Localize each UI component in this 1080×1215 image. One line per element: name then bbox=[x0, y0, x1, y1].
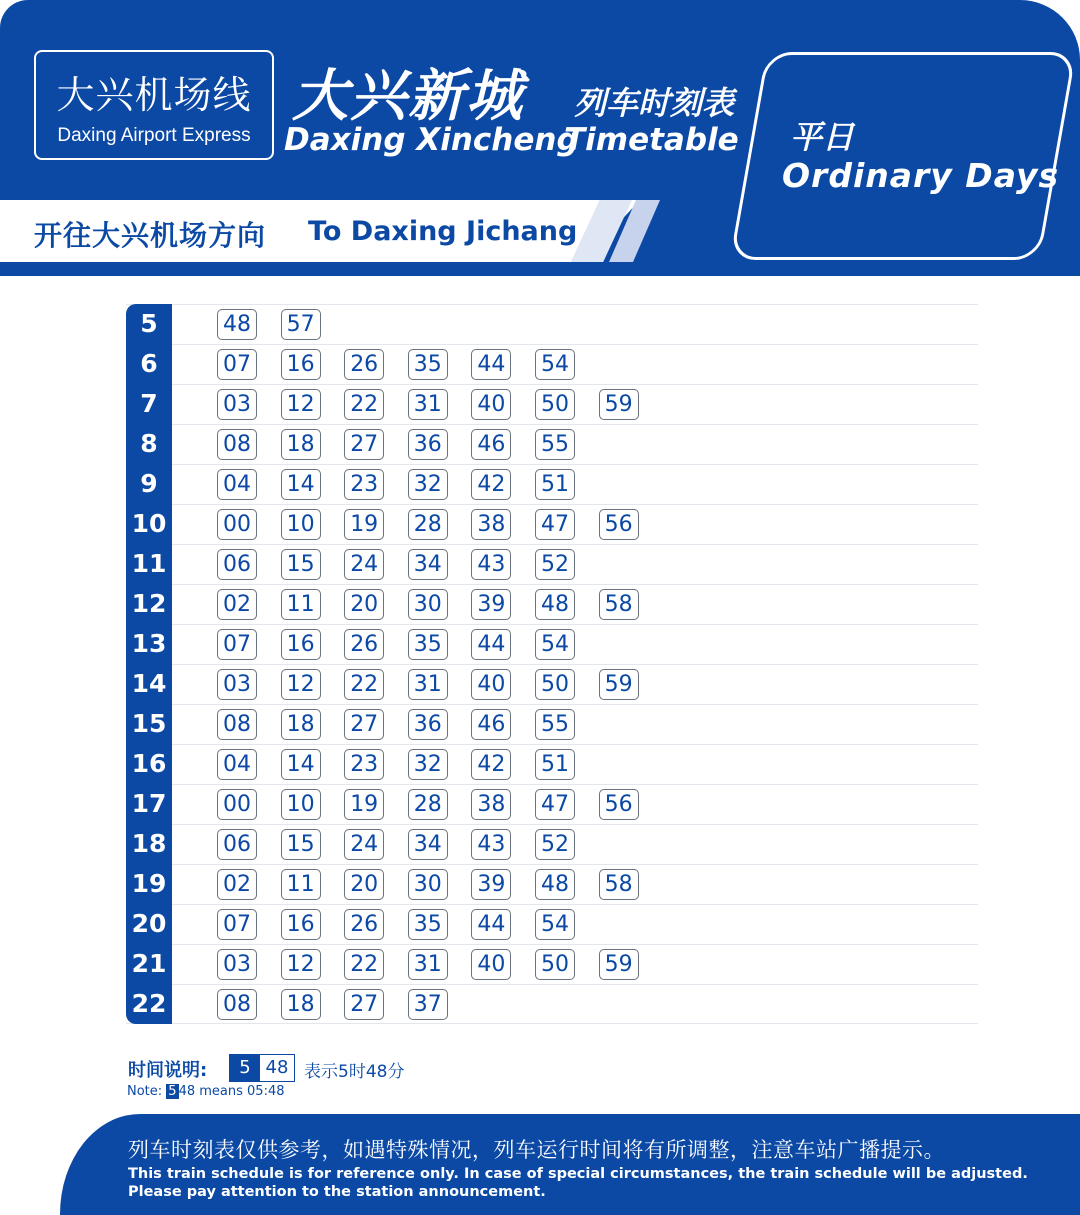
timetable-row bbox=[126, 504, 978, 544]
minute-cell: 06 bbox=[217, 829, 257, 860]
hour-cell: 17 bbox=[126, 784, 172, 824]
minute-cell: 00 bbox=[217, 509, 257, 540]
hour-cell: 18 bbox=[126, 824, 172, 864]
minute-cell: 44 bbox=[471, 349, 511, 380]
timetable-row bbox=[126, 624, 978, 664]
note-en-prefix: Note: bbox=[127, 1084, 167, 1099]
timetable-row bbox=[126, 984, 978, 1024]
minute-cell: 24 bbox=[344, 829, 384, 860]
minute-cell: 50 bbox=[535, 669, 575, 700]
minute-cell: 47 bbox=[535, 509, 575, 540]
minute-cell: 15 bbox=[281, 549, 321, 580]
minute-cell: 32 bbox=[408, 469, 448, 500]
minute-cell: 16 bbox=[281, 909, 321, 940]
minute-cell: 08 bbox=[217, 989, 257, 1020]
minute-cell: 26 bbox=[344, 629, 384, 660]
minute-cell: 35 bbox=[408, 629, 448, 660]
minute-cell: 19 bbox=[344, 789, 384, 820]
minute-cell: 48 bbox=[535, 869, 575, 900]
minute-cell: 22 bbox=[344, 669, 384, 700]
hour-cell: 11 bbox=[126, 544, 172, 584]
minute-cell: 12 bbox=[281, 949, 321, 980]
minute-cell: 08 bbox=[217, 429, 257, 460]
minute-cell: 22 bbox=[344, 949, 384, 980]
line-name-badge bbox=[34, 50, 274, 160]
minute-cell: 06 bbox=[217, 549, 257, 580]
timetable-row bbox=[126, 344, 978, 384]
timetable-row bbox=[126, 544, 978, 584]
minute-cell: 48 bbox=[217, 309, 257, 340]
note-en-rest: 48 means 05:48 bbox=[178, 1084, 285, 1099]
timetable-row bbox=[126, 664, 978, 704]
minute-cell: 02 bbox=[217, 869, 257, 900]
timetable-row bbox=[126, 944, 978, 984]
hour-cell: 21 bbox=[126, 944, 172, 984]
minute-cell: 57 bbox=[281, 309, 321, 340]
timetable-title-zh: 列车时刻表 bbox=[574, 84, 735, 122]
minute-cell: 58 bbox=[599, 589, 639, 620]
hour-cell: 22 bbox=[126, 984, 172, 1024]
minute-cell: 40 bbox=[471, 669, 511, 700]
hour-cell: 15 bbox=[126, 704, 172, 744]
minute-cell: 07 bbox=[217, 629, 257, 660]
hour-cell: 8 bbox=[126, 424, 172, 464]
minute-cell: 51 bbox=[535, 749, 575, 780]
minute-cell: 15 bbox=[281, 829, 321, 860]
note-explain-en bbox=[127, 1084, 285, 1099]
minute-cell: 14 bbox=[281, 749, 321, 780]
minute-cell: 36 bbox=[408, 709, 448, 740]
minute-cell: 00 bbox=[217, 789, 257, 820]
minute-cell: 43 bbox=[471, 549, 511, 580]
minute-cell: 19 bbox=[344, 509, 384, 540]
minute-cell: 18 bbox=[281, 709, 321, 740]
timetable-row bbox=[126, 864, 978, 904]
minute-cell: 54 bbox=[535, 909, 575, 940]
footer-notice-en-1: This train schedule is for reference only. In case of special circumstances, the train schedule will be adjusted. bbox=[128, 1166, 1028, 1182]
minute-cell: 56 bbox=[599, 789, 639, 820]
minute-cell: 08 bbox=[217, 709, 257, 740]
minute-cell: 27 bbox=[344, 709, 384, 740]
timetable-grid bbox=[126, 304, 978, 1024]
note-en-hour: 5 bbox=[168, 1084, 177, 1099]
minute-cell: 02 bbox=[217, 589, 257, 620]
timetable-row bbox=[126, 704, 978, 744]
minute-cell: 31 bbox=[408, 669, 448, 700]
hour-cell: 13 bbox=[126, 624, 172, 664]
minute-cell: 11 bbox=[281, 869, 321, 900]
timetable-row bbox=[126, 584, 978, 624]
hour-cell: 12 bbox=[126, 584, 172, 624]
hour-cell: 20 bbox=[126, 904, 172, 944]
minute-cell: 50 bbox=[535, 949, 575, 980]
note-sample-hour: 5 bbox=[230, 1055, 260, 1081]
minute-cell: 30 bbox=[408, 869, 448, 900]
hour-cell: 7 bbox=[126, 384, 172, 424]
minute-cell: 10 bbox=[281, 789, 321, 820]
minute-cell: 11 bbox=[281, 589, 321, 620]
line-name-en: Daxing Airport Express bbox=[57, 125, 251, 146]
timetable-row bbox=[126, 904, 978, 944]
footer-notice-en-2: Please pay attention to the station announcement. bbox=[128, 1184, 546, 1200]
minute-cell: 48 bbox=[535, 589, 575, 620]
minute-cell: 52 bbox=[535, 549, 575, 580]
minute-cell: 07 bbox=[217, 349, 257, 380]
timetable-row bbox=[126, 304, 978, 344]
minute-cell: 40 bbox=[471, 949, 511, 980]
minute-cell: 32 bbox=[408, 749, 448, 780]
timetable-row bbox=[126, 384, 978, 424]
minute-cell: 04 bbox=[217, 749, 257, 780]
note-sample-box bbox=[229, 1054, 295, 1082]
minute-cell: 52 bbox=[535, 829, 575, 860]
station-name-zh: 大兴新城 bbox=[292, 64, 524, 129]
day-type-en: Ordinary Days bbox=[782, 156, 1060, 195]
minute-cell: 54 bbox=[535, 349, 575, 380]
timetable-row bbox=[126, 464, 978, 504]
minute-cell: 26 bbox=[344, 349, 384, 380]
timetable-title-en: Timetable bbox=[564, 122, 739, 158]
minute-cell: 55 bbox=[535, 709, 575, 740]
minute-cell: 26 bbox=[344, 909, 384, 940]
minute-cell: 50 bbox=[535, 389, 575, 420]
minute-cell: 03 bbox=[217, 949, 257, 980]
minute-cell: 12 bbox=[281, 669, 321, 700]
minute-cell: 59 bbox=[599, 949, 639, 980]
minute-cell: 44 bbox=[471, 629, 511, 660]
minute-cell: 03 bbox=[217, 389, 257, 420]
minute-cell: 14 bbox=[281, 469, 321, 500]
minute-cell: 18 bbox=[281, 989, 321, 1020]
timetable-row bbox=[126, 824, 978, 864]
minute-cell: 51 bbox=[535, 469, 575, 500]
minute-cell: 59 bbox=[599, 389, 639, 420]
line-name-zh: 大兴机场线 bbox=[56, 73, 252, 117]
hour-cell: 16 bbox=[126, 744, 172, 784]
minute-cell: 04 bbox=[217, 469, 257, 500]
minute-cell: 12 bbox=[281, 389, 321, 420]
station-name-en: Daxing Xincheng bbox=[284, 122, 579, 158]
footer-notice-zh: 列车时刻表仅供参考，如遇特殊情况，列车运行时间将有所调整，注意车站广播提示。 bbox=[128, 1138, 945, 1162]
hour-cell: 14 bbox=[126, 664, 172, 704]
minute-cell: 54 bbox=[535, 629, 575, 660]
note-explain-zh: 表示5时48分 bbox=[304, 1062, 405, 1082]
minute-cell: 16 bbox=[281, 349, 321, 380]
timetable-row bbox=[126, 744, 978, 784]
minute-cell: 44 bbox=[471, 909, 511, 940]
minute-cell: 24 bbox=[344, 549, 384, 580]
minute-cell: 23 bbox=[344, 469, 384, 500]
minute-cell: 42 bbox=[471, 749, 511, 780]
hour-cell: 5 bbox=[126, 304, 172, 344]
minute-cell: 39 bbox=[471, 589, 511, 620]
minute-cell: 20 bbox=[344, 589, 384, 620]
note-label: 时间说明: bbox=[128, 1060, 208, 1081]
minute-cell: 27 bbox=[344, 989, 384, 1020]
minute-cell: 40 bbox=[471, 389, 511, 420]
minute-cell: 18 bbox=[281, 429, 321, 460]
minute-cell: 35 bbox=[408, 349, 448, 380]
minute-cell: 30 bbox=[408, 589, 448, 620]
direction-en: To Daxing Jichang bbox=[308, 216, 578, 247]
minute-cell: 46 bbox=[471, 709, 511, 740]
minute-cell: 58 bbox=[599, 869, 639, 900]
minute-cell: 42 bbox=[471, 469, 511, 500]
minute-cell: 59 bbox=[599, 669, 639, 700]
minute-cell: 23 bbox=[344, 749, 384, 780]
minute-cell: 39 bbox=[471, 869, 511, 900]
timetable-row bbox=[126, 424, 978, 464]
minute-cell: 55 bbox=[535, 429, 575, 460]
note-sample-minute: 48 bbox=[265, 1057, 289, 1078]
minute-cell: 22 bbox=[344, 389, 384, 420]
minute-cell: 10 bbox=[281, 509, 321, 540]
minute-cell: 38 bbox=[471, 509, 511, 540]
minute-cell: 34 bbox=[408, 829, 448, 860]
minute-cell: 38 bbox=[471, 789, 511, 820]
timetable-row bbox=[126, 784, 978, 824]
hour-cell: 6 bbox=[126, 344, 172, 384]
minute-cell: 28 bbox=[408, 509, 448, 540]
day-type-zh: 平日 bbox=[790, 118, 855, 156]
direction-zh: 开往大兴机场方向 bbox=[34, 219, 267, 252]
hour-cell: 10 bbox=[126, 504, 172, 544]
minute-cell: 07 bbox=[217, 909, 257, 940]
minute-cell: 46 bbox=[471, 429, 511, 460]
minute-cell: 31 bbox=[408, 949, 448, 980]
minute-cell: 31 bbox=[408, 389, 448, 420]
minute-cell: 37 bbox=[408, 989, 448, 1020]
minute-cell: 36 bbox=[408, 429, 448, 460]
minute-cell: 43 bbox=[471, 829, 511, 860]
minute-cell: 56 bbox=[599, 509, 639, 540]
hour-cell: 9 bbox=[126, 464, 172, 504]
minute-cell: 34 bbox=[408, 549, 448, 580]
minute-cell: 27 bbox=[344, 429, 384, 460]
minute-cell: 47 bbox=[535, 789, 575, 820]
minute-cell: 28 bbox=[408, 789, 448, 820]
minute-cell: 03 bbox=[217, 669, 257, 700]
hour-cell: 19 bbox=[126, 864, 172, 904]
minute-cell: 20 bbox=[344, 869, 384, 900]
minute-cell: 16 bbox=[281, 629, 321, 660]
minute-cell: 35 bbox=[408, 909, 448, 940]
